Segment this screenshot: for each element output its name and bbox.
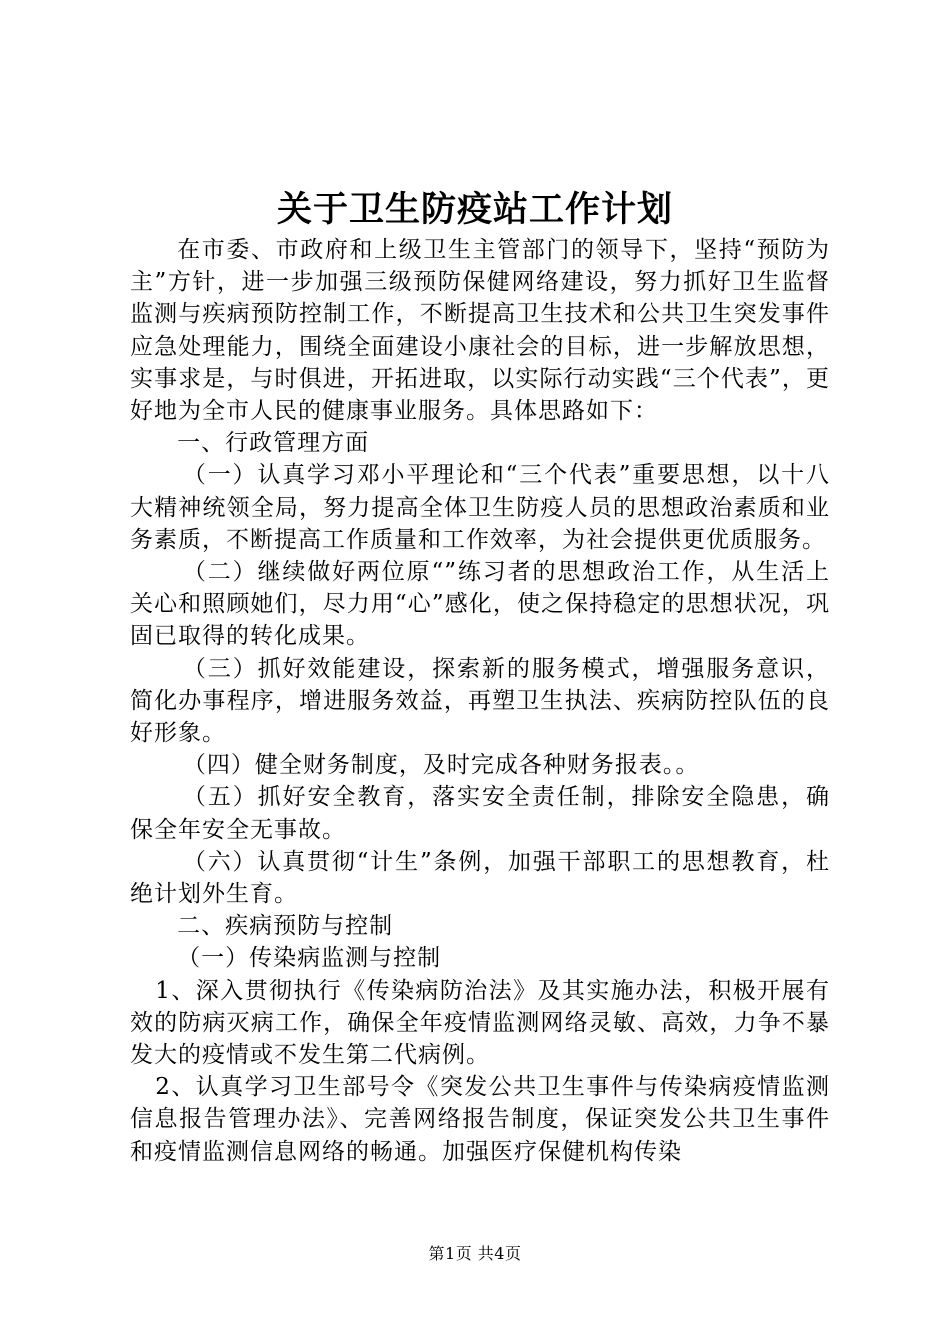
document-body xyxy=(130,234,830,1168)
document-title: 关于卫生防疫站工作计划 xyxy=(276,189,673,230)
admin-item-5: （五）抓好安全教育，落实安全责任制，排除安全隐患，确保全年安全无事故。 xyxy=(130,784,830,843)
section-heading-disease: 二、疾病预防与控制 xyxy=(177,913,394,940)
infectious-item-2: 2、认真学习卫生部号令《突发公共卫生事件与传染病疫情监测信息报告管理办法》、完善网络报告制度，保证突发公共卫生事件和疫情监测信息网络的畅通。加强医疗保健机构传染 xyxy=(130,1074,830,1165)
section-heading-admin: 一、行政管理方面 xyxy=(177,430,370,457)
page-footer: 第1页 共4页 xyxy=(428,1244,522,1263)
infectious-item-1: 1、深入贯彻执行《传染病防治法》及其实施办法，积极开展有效的防病灭病工作，确保全年疫情监测网络灵敏、高效，力争不暴发大的疫情或不发生第二代病例。 xyxy=(130,977,830,1069)
admin-item-2: （二）继续做好两位原“”练习者的思想政治工作，从生活上关心和照顾她们，尽力用“心”感化，使之保持稳定的思想状况，巩固已取得的转化成果。 xyxy=(130,559,830,650)
admin-item-6: （六）认真贯彻“计生”条例，加强干部职工的思想教育，杜绝计划外生育。 xyxy=(130,848,830,908)
subsection-heading-infectious: （一）传染病监测与控制 xyxy=(177,945,442,972)
intro-paragraph: 在市委、市政府和上级卫生主管部门的领导下，坚持“预防为主”方针，进一步加强三级预防保健网络建设，努力抓好卫生监督监测与疾病预防控制工作，不断提高卫生技术和公共卫生突发事件应急处理能力，围绕全面建设小康社会的目标，进一步解放思想，实事求是，与时俱进，开拓进取，以实际行动实践“三个代表”，更好地为全市人民的健康事业服务。具体思路如下： xyxy=(130,237,830,425)
admin-item-4: （四）健全财务制度，及时完成各种财务报表。。 xyxy=(182,752,700,779)
admin-item-1: （一）认真学习邓小平理论和“三个代表”重要思想，以十八大精神统领全局，努力提高全体卫生防疫人员的思想政治素质和业务素质，不断提高工作质量和工作效率，为社会提供更优质服务。 xyxy=(130,462,830,553)
admin-item-3: （三）抓好效能建设，探索新的服务模式，增强服务意识，简化办事程序，增进服务效益，再塑卫生执法、疾病防控队伍的良好形象。 xyxy=(130,655,830,747)
